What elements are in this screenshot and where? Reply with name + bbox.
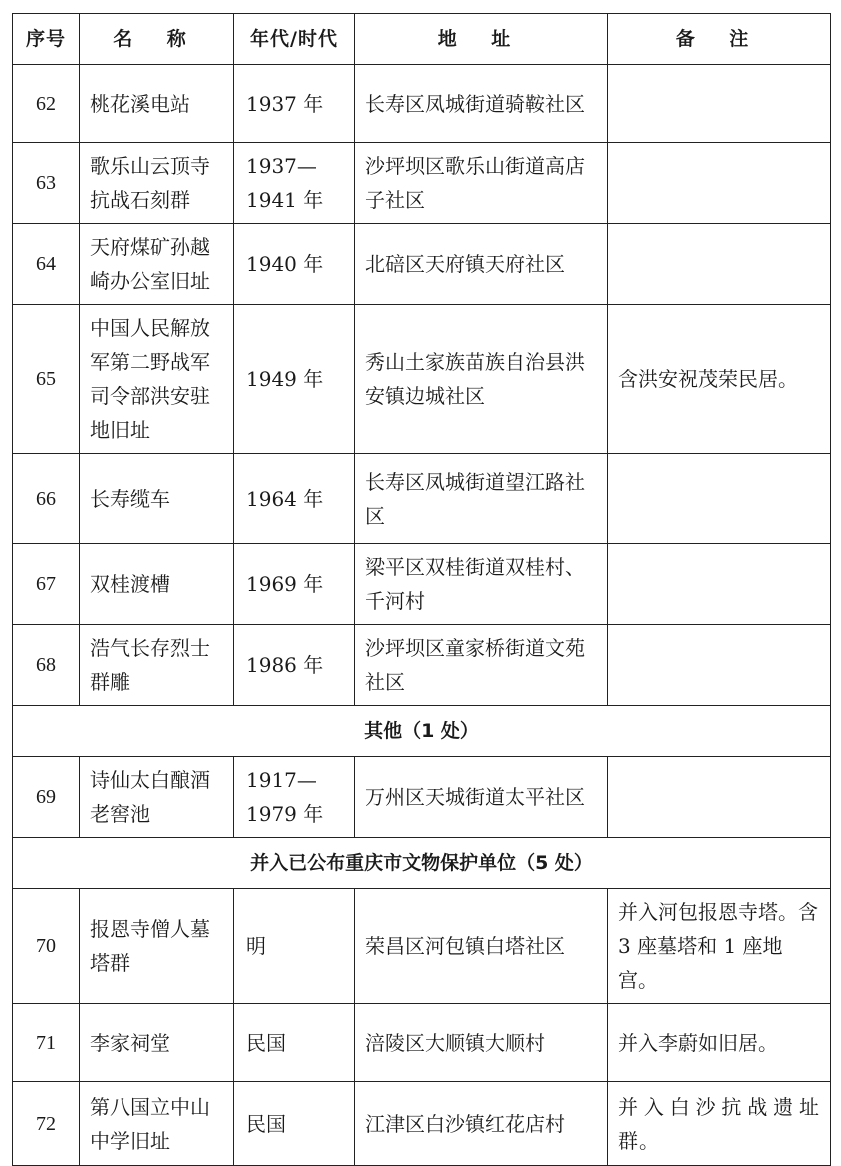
row-era: 1937 年 [234, 65, 355, 143]
row-number: 71 [13, 1004, 80, 1082]
table-row [13, 544, 831, 625]
row-name: 桃花溪电站 [80, 65, 234, 143]
row-address: 荣昌区河包镇白塔社区 [355, 889, 608, 1004]
header-number: 序号 [13, 14, 80, 65]
row-era: 1937—1941 年 [234, 143, 355, 224]
row-address: 万州区天城街道太平社区 [355, 757, 608, 838]
row-note [608, 757, 831, 838]
row-number: 63 [13, 143, 80, 224]
row-address: 涪陵区大顺镇大顺村 [355, 1004, 608, 1082]
row-name: 报恩寺僧人墓塔群 [80, 889, 234, 1004]
row-number: 70 [13, 889, 80, 1004]
row-number: 67 [13, 544, 80, 625]
section-title-other: 其他（1 处） [13, 706, 831, 757]
table-row [13, 1004, 831, 1082]
heritage-table [12, 13, 831, 1166]
row-address: 梁平区双桂街道双桂村、千河村 [355, 544, 608, 625]
row-address: 长寿区凤城街道骑鞍社区 [355, 65, 608, 143]
header-note: 备 注 [608, 14, 831, 65]
row-note [608, 454, 831, 544]
row-era: 民国 [234, 1004, 355, 1082]
header-address: 地 址 [355, 14, 608, 65]
row-number: 68 [13, 625, 80, 706]
row-name: 第八国立中山中学旧址 [80, 1082, 234, 1166]
row-name: 天府煤矿孙越崎办公室旧址 [80, 224, 234, 305]
row-name: 双桂渡槽 [80, 544, 234, 625]
row-number: 65 [13, 305, 80, 454]
section-title-merged: 并入已公布重庆市文物保护单位（5 处） [13, 838, 831, 889]
table-row [13, 143, 831, 224]
row-era: 1949 年 [234, 305, 355, 454]
row-era: 明 [234, 889, 355, 1004]
row-number: 69 [13, 757, 80, 838]
header-era: 年代/时代 [234, 14, 355, 65]
row-note [608, 143, 831, 224]
table-row [13, 889, 831, 1004]
table-row [13, 65, 831, 143]
row-address: 秀山土家族苗族自治县洪安镇边城社区 [355, 305, 608, 454]
row-note: 并入河包报恩寺塔。含 3 座墓塔和 1 座地宫。 [608, 889, 831, 1004]
row-note: 含洪安祝茂荣民居。 [608, 305, 831, 454]
row-note: 并入李蔚如旧居。 [608, 1004, 831, 1082]
row-number: 64 [13, 224, 80, 305]
row-era: 1917—1979 年 [234, 757, 355, 838]
section-row-merged [13, 838, 831, 889]
row-address: 北碚区天府镇天府社区 [355, 224, 608, 305]
table-row [13, 224, 831, 305]
row-name: 长寿缆车 [80, 454, 234, 544]
row-note [608, 224, 831, 305]
header-name: 名 称 [80, 14, 234, 65]
row-era: 1964 年 [234, 454, 355, 544]
row-name: 浩气长存烈士群雕 [80, 625, 234, 706]
table-row [13, 625, 831, 706]
section-row-other [13, 706, 831, 757]
row-era: 1969 年 [234, 544, 355, 625]
row-number: 62 [13, 65, 80, 143]
row-address: 江津区白沙镇红花店村 [355, 1082, 608, 1166]
row-note [608, 625, 831, 706]
row-name: 诗仙太白酿酒老窖池 [80, 757, 234, 838]
row-era: 1940 年 [234, 224, 355, 305]
table-row [13, 1082, 831, 1166]
table-row [13, 454, 831, 544]
row-era: 民国 [234, 1082, 355, 1166]
row-address: 长寿区凤城街道望江路社区 [355, 454, 608, 544]
row-name: 李家祠堂 [80, 1004, 234, 1082]
table-row [13, 305, 831, 454]
table-header-row [13, 14, 831, 65]
row-address: 沙坪坝区童家桥街道文苑社区 [355, 625, 608, 706]
row-name: 歌乐山云顶寺抗战石刻群 [80, 143, 234, 224]
row-number: 72 [13, 1082, 80, 1166]
row-name: 中国人民解放军第二野战军司令部洪安驻地旧址 [80, 305, 234, 454]
row-address: 沙坪坝区歌乐山街道高店子社区 [355, 143, 608, 224]
row-era: 1986 年 [234, 625, 355, 706]
row-note: 并入白沙抗战遗址群。 [608, 1082, 831, 1166]
table-row [13, 757, 831, 838]
row-number: 66 [13, 454, 80, 544]
row-note [608, 65, 831, 143]
row-note [608, 544, 831, 625]
